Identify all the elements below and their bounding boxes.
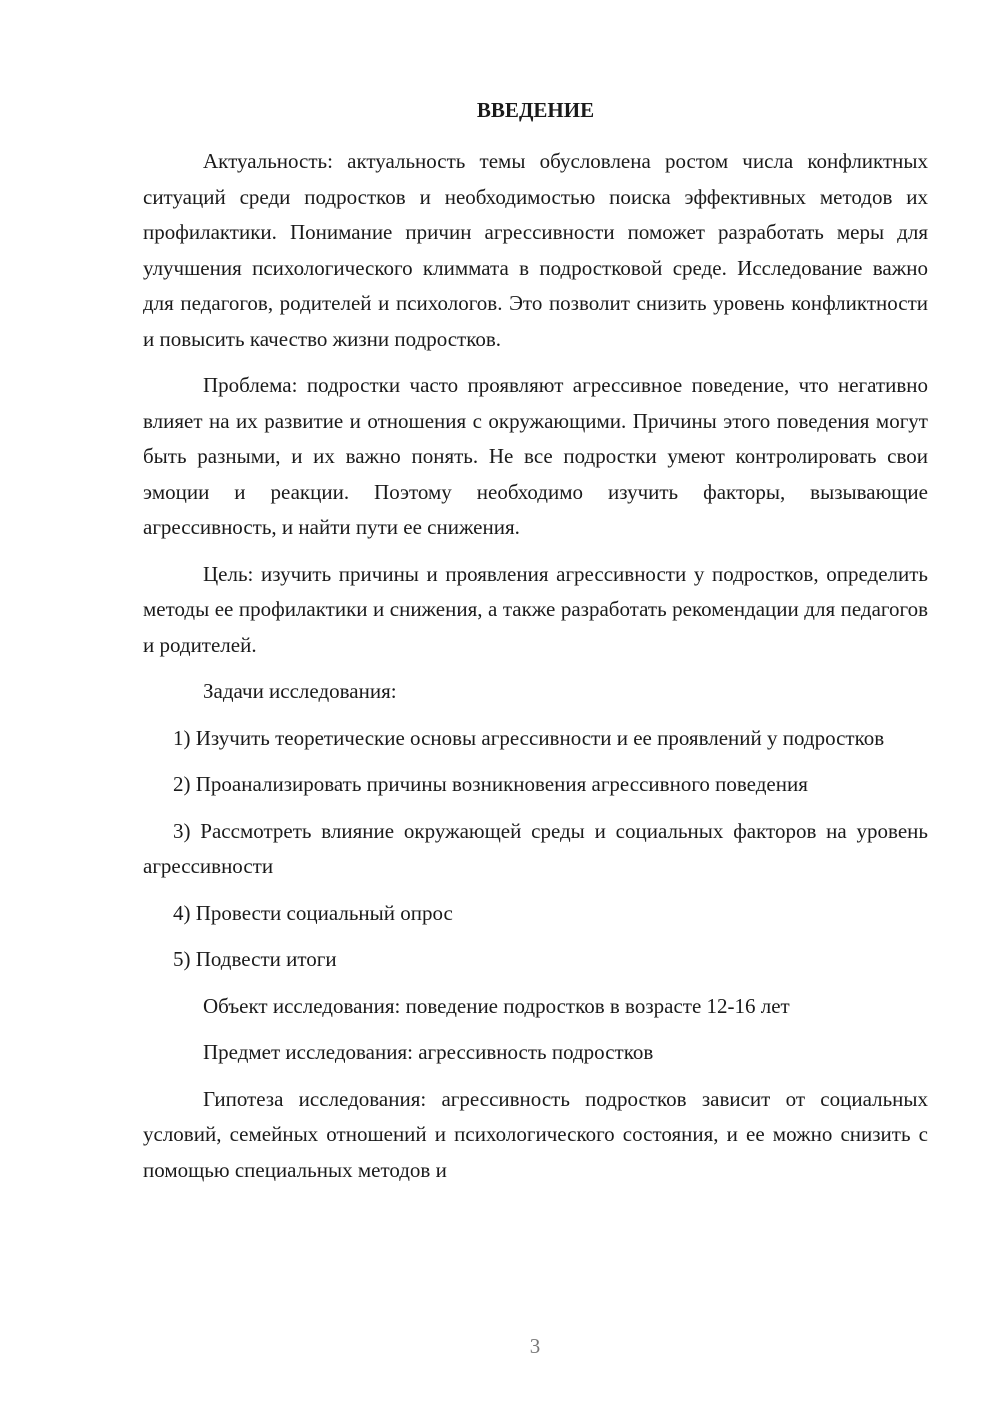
task-item: 5) Подвести итоги [173, 947, 337, 971]
task-item: 2) Проанализировать причины возникновения агрессивного поведения [173, 772, 808, 796]
problem-paragraph: Проблема: подростки часто проявляют агрессивное поведение, что негативно влияет на их развитие и отношения с окружающими. Причины этого поведения могут быть разными, и их важно понять. Не все подростки умеют контролировать свои эмоции и реакции. Поэтому необходимо изучить факторы, вызывающие агрессивность, и найти пути ее снижения. [143, 373, 928, 539]
page-number: 3 [529, 1334, 541, 1358]
document-page [143, 96, 928, 1188]
subject-paragraph: Предмет исследования: агрессивность подростков [203, 1040, 654, 1064]
task-item: 1) Изучить теоретические основы агрессивности и ее проявлений у подростков [173, 725, 885, 750]
relevance-paragraph: Актуальность: актуальность темы обусловлена ростом числа конфликтных ситуаций среди подростков и необходимостью поиска эффективных методов их профилактики. Понимание причин агрессивности поможет разработать меры для улучшения психологического климмата в подростковой среде. Исследование важно для педагогов, родителей и психологов. Это позволит снизить уровень конфликтности и повысить качество жизни подростков. [143, 149, 928, 351]
task-item: 4) Провести социальный опрос [173, 900, 453, 925]
tasks-title: Задачи исследования: [203, 679, 397, 703]
hypothesis-paragraph: Гипотеза исследования: агрессивность подростков зависит от социальных условий, семейных отношений и психологического состояния, и ее можно снизить с помощью специальных методов и [143, 1086, 928, 1182]
goal-paragraph: Цель: изучить причины и проявления агрессивности у подростков, определить методы ее профилактики и снижения, а также разработать рекомендации для педагогов и родителей. [143, 561, 928, 657]
task-item: 3) Рассмотреть влияние окружающей среды и социальных факторов на уровень агрессивности [143, 818, 928, 878]
section-heading: ВВЕДЕНИЕ [476, 98, 595, 122]
object-paragraph: Объект исследования: поведение подростков в возрасте 12-16 лет [203, 993, 790, 1018]
